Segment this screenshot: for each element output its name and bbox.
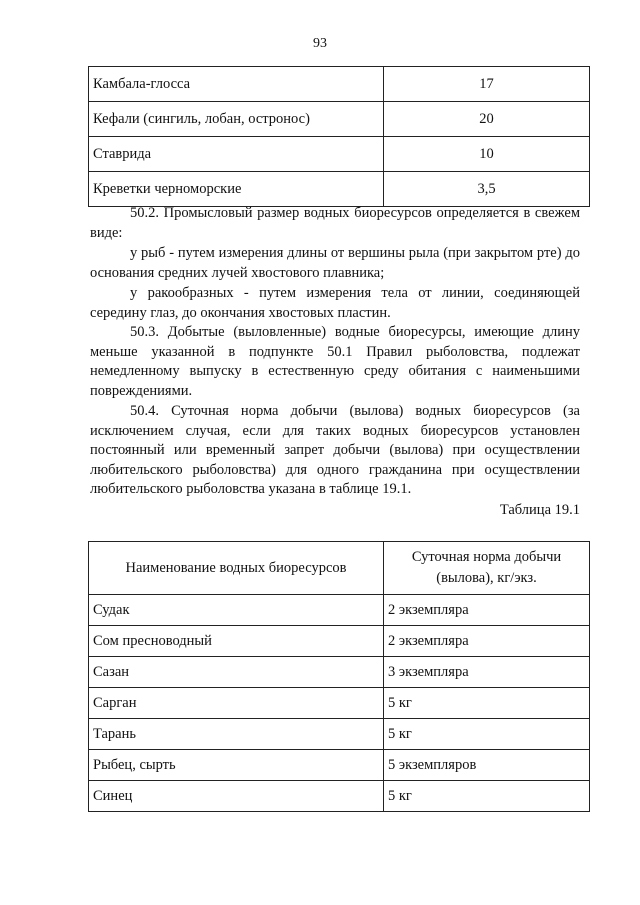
species-name: Сом пресноводный: [89, 626, 384, 657]
species-name: Тарань: [89, 719, 384, 750]
quota-value: 3 экземпляра: [384, 657, 590, 688]
table-row: [89, 172, 590, 207]
size-value: 3,5: [384, 172, 590, 207]
quota-value: 2 экземпляра: [384, 626, 590, 657]
table-row: [89, 750, 590, 781]
size-value: 10: [384, 137, 590, 172]
species-name: Креветки черноморские: [89, 172, 384, 207]
quota-value: 5 кг: [384, 688, 590, 719]
size-value: 20: [384, 102, 590, 137]
quota-value: 5 экземпляров: [384, 750, 590, 781]
size-value: 17: [384, 67, 590, 102]
header-daily-quota: Суточная норма добычи (вылова), кг/экз.: [384, 542, 590, 595]
species-name: Кефали (сингиль, лобан, остронос): [89, 102, 384, 137]
table-row: [89, 595, 590, 626]
paragraph-crustacean-measure: у ракообразных - путем измерения тела от линии, соединяющей середину глаз, до окончания хвостовых пластин.: [90, 285, 580, 321]
header-species-name: Наименование водных биоресурсов: [89, 542, 384, 595]
table-caption: Таблица 19.1: [499, 502, 580, 518]
species-name: Ставрида: [89, 137, 384, 172]
table-row: [89, 626, 590, 657]
paragraph-fish-measure: у рыб - путем измерения длины от вершины рыла (при закрытом рте) до основания средних лучей хвостового плавника;: [90, 245, 580, 281]
quota-value: 5 кг: [384, 719, 590, 750]
table-header-row: [89, 542, 590, 595]
species-name: Камбала-глосса: [89, 67, 384, 102]
paragraph-50-4: 50.4. Суточная норма добычи (вылова) водных биоресурсов (за исключением случая, если для таких водных биоресурсов установлен постоянный или временный запрет добычи (вылова) при осуществлении любительского рыболовства) для одного гражданина при осуществлении любительского рыболовства указана в таблице 19.1.: [90, 403, 580, 498]
species-name: Сарган: [89, 688, 384, 719]
page-number: 93: [313, 36, 327, 51]
species-name: Судак: [89, 595, 384, 626]
paragraph-50-3: 50.3. Добытые (выловленные) водные биоресурсы, имеющие длину меньше указанной в подпункте 50.1 Правил рыболовства, подлежат немедленному выпуску в естественную среду обитания с наименьшими повреждениями.: [90, 324, 580, 399]
quota-value: 2 экземпляра: [384, 595, 590, 626]
catch-size-table: [88, 66, 590, 207]
daily-quota-table: [88, 541, 590, 812]
species-name: Рыбец, сырть: [89, 750, 384, 781]
table-row: [89, 67, 590, 102]
table-row: [89, 102, 590, 137]
table-row: [89, 719, 590, 750]
species-name: Синец: [89, 781, 384, 812]
quota-value: 5 кг: [384, 781, 590, 812]
table-row: [89, 657, 590, 688]
table-row: [89, 688, 590, 719]
table-row: [89, 137, 590, 172]
paragraph-50-2: 50.2. Промысловый размер водных биоресурсов определяется в свежем виде:: [90, 205, 580, 241]
species-name: Сазан: [89, 657, 384, 688]
table-row: [89, 781, 590, 812]
